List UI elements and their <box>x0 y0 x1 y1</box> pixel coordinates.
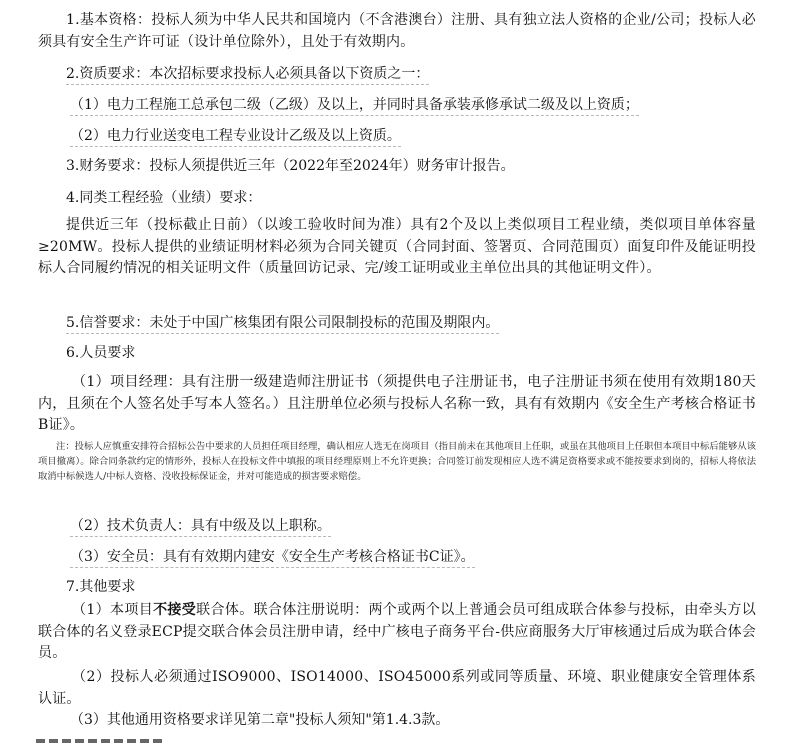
s2-item-1: （1）电力工程施工总承包二级（乙级）及以上，并同时具备承装承修承试二级及以上资质； <box>70 95 639 116</box>
s3-financial-requirement: 3.财务要求：投标人须提供近三年（2022年至2024年）财务审计报告。 <box>66 158 515 174</box>
s7-consortium-prefix: （1）本项目 <box>72 602 154 618</box>
s7-consortium-not-accepted: 不接受 <box>153 602 197 618</box>
s6-note: 注：投标人应慎重安排符合招标公告中要求的人员担任项目经理，确认相应人选无在岗项目（指目前未在其他项目上任职，或虽在其他项目上任职但本项目中标后能够从该项目撤离）。除合同条款约定的情形外，投标人在投标文件中填报的项目经理原则上不允许更换；合同签订前发现相应人选不满足资格要求或不能按要求到岗的，招标人将依法取消中标候选人/中标人资格、没收投标保证金，并对可能造成的损害要求赔偿。 <box>38 441 756 482</box>
s2-qualification-heading: 2.资质要求：本次招标要求投标人必须具备以下资质之一： <box>66 64 429 85</box>
s7-other-heading: 7.其他要求 <box>66 579 136 595</box>
s1-basic-qualification: 1.基本资格：投标人须为中华人民共和国境内（不含港澳台）注册、具有独立法人资格的企业/公司；投标人必须具有安全生产许可证（设计单位除外），且处于有效期内。 <box>38 12 756 50</box>
s7-consortium-rest: 联合体。联合体注册说明：两个或两个以上普通会员可组成联合体参与投标，由牵头方以联合体的名义登录ECP提交联合体会员注册申请，经中广核电子商务平台-供应商服务大厅审核通过后成为联合体会员。 <box>38 602 756 661</box>
s4-experience-heading: 4.同类工程经验（业绩）要求： <box>66 190 262 206</box>
s6-personnel-heading: 6.人员要求 <box>66 345 136 361</box>
s6-project-manager: （1）项目经理：具有注册一级建造师注册证书（须提供电子注册证书，电子注册证书须在使用有效期180天内，且须在个人签名处手写本人签名。）且注册单位必须与投标人名称一致，具有有效期内《安全生产考核合格证书B证》。 <box>38 374 756 433</box>
s7-consortium <box>38 600 756 665</box>
s7-certification: （2）投标人必须通过ISO9000、ISO14000、ISO45000系列或同等质量、环境、职业健康安全管理体系认证。 <box>38 669 756 707</box>
s6-technical-lead: （2）技术负责人：具有中级及以上职称。 <box>70 516 331 537</box>
cut-off-next-line <box>36 739 166 743</box>
s7-general-requirements: （3）其他通用资格要求详见第二章"投标人须知"第1.4.3款。 <box>70 712 450 728</box>
s2-item-2: （2）电力行业送变电工程专业设计乙级及以上资质。 <box>70 126 401 147</box>
s5-reputation-requirement: 5.信誉要求：未处于中国广核集团有限公司限制投标的范围及期限内。 <box>66 313 499 334</box>
s6-safety-officer: （3）安全员：具有有效期内建安《安全生产考核合格证书C证》。 <box>70 547 475 568</box>
s4-experience-text: 提供近三年（投标截止日前）（以竣工验收时间为准）具有2个及以上类似项目工程业绩，类似项目单体容量≥20MW。投标人提供的业绩证明材料必须为合同关键页（合同封面、签署页、合同范围页）面复印件及能证明投标人合同履约情况的相关证明文件（质量回访记录、完/竣工证明或业主单位出具的其他证明文件）。 <box>38 217 756 276</box>
